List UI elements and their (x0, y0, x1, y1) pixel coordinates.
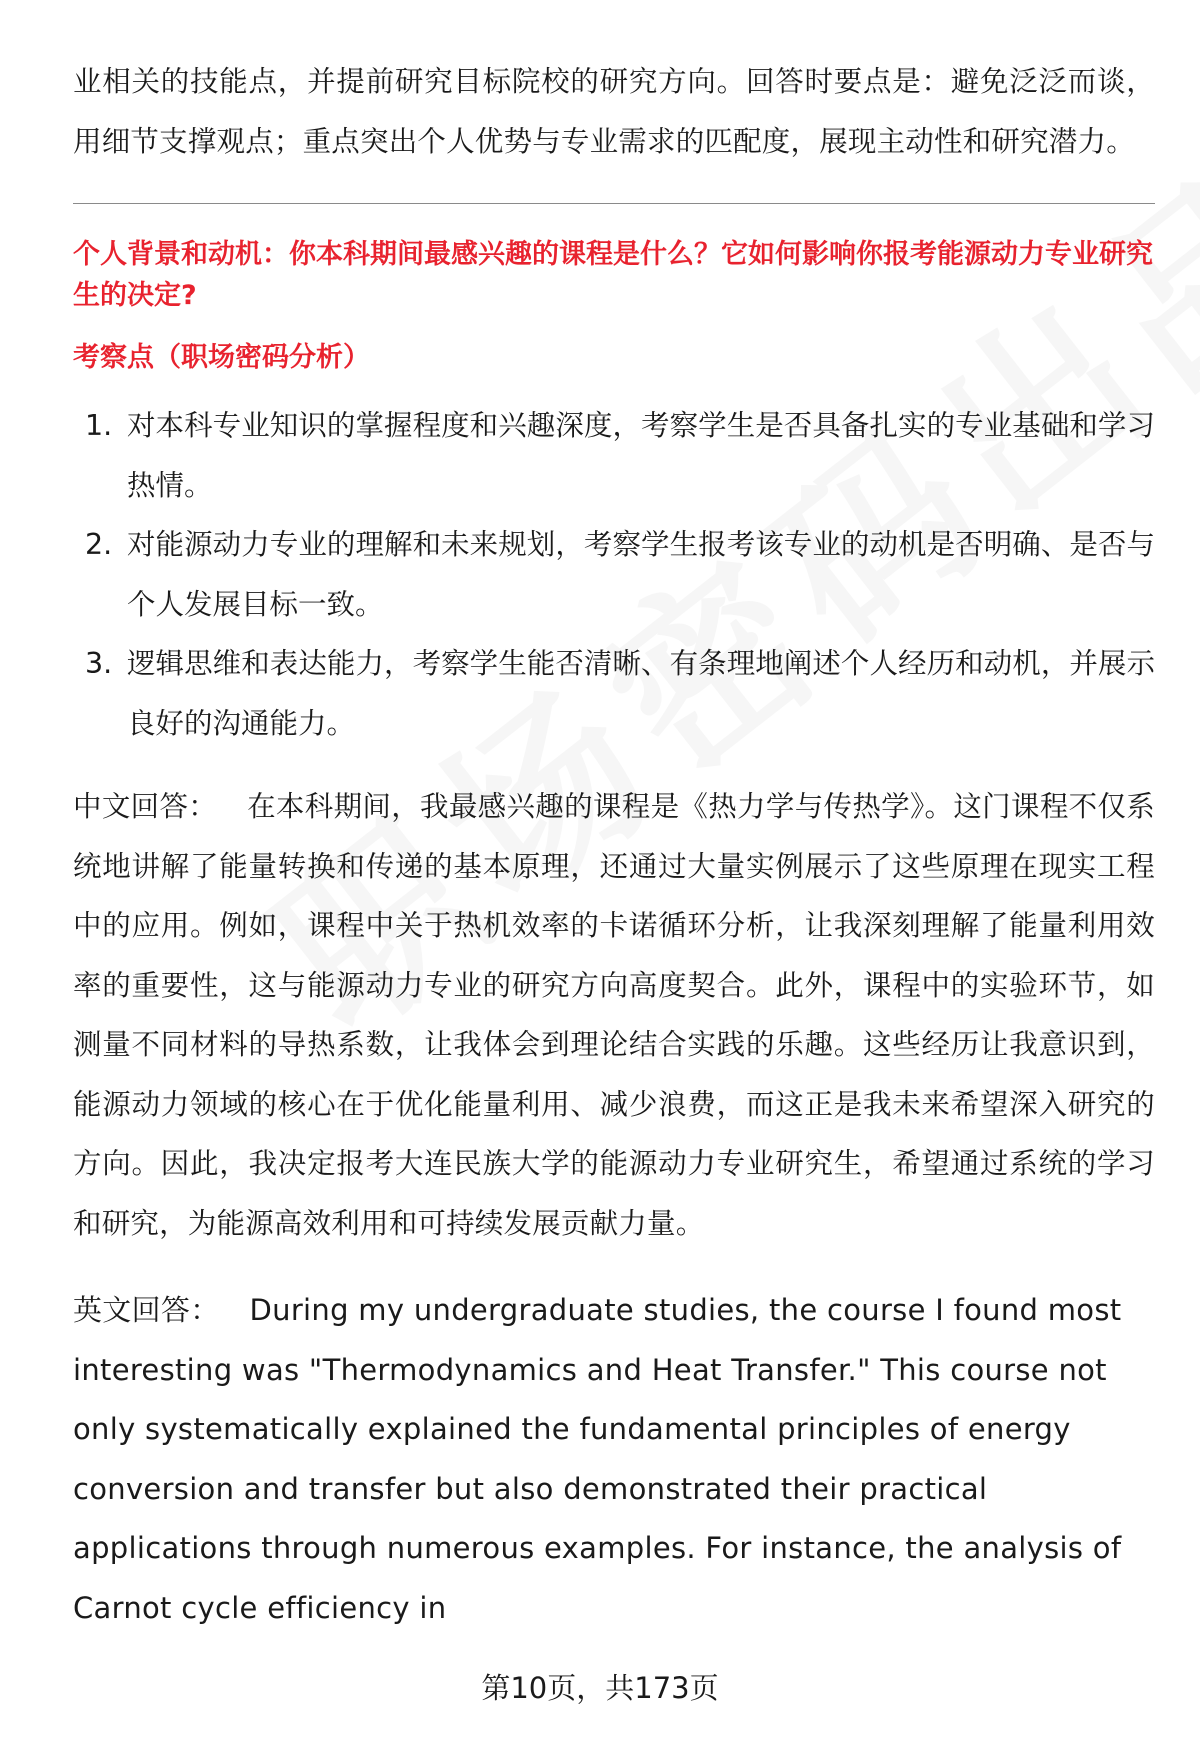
document-page (73, 52, 1155, 1638)
list-text: 对本科专业知识的掌握程度和兴趣深度，考察学生是否具备扎实的专业基础和学习热情。 (127, 409, 1155, 502)
english-answer-label: 英文回答： (73, 1293, 220, 1327)
list-text: 逻辑思维和表达能力，考察学生能否清晰、有条理地阐述个人经历和动机，并展示良好的沟通能力。 (127, 647, 1155, 740)
list-item (73, 396, 1155, 515)
list-number: 2. (85, 528, 113, 561)
focus-heading: 考察点（职场密码分析） (73, 342, 370, 373)
question-title: 个人背景和动机：你本科期间最感兴趣的课程是什么？它如何影响你报考能源动力专业研究生的决定? (73, 239, 1153, 311)
list-item (73, 634, 1155, 753)
chinese-answer-label: 中文回答： (73, 790, 218, 823)
chinese-answer (73, 777, 1155, 1253)
list-item (73, 515, 1155, 634)
focus-points-list (73, 396, 1155, 753)
chinese-answer-text: 在本科期间，我最感兴趣的课程是《热力学与传热学》。这门课程不仅系统地讲解了能量转换和传递的基本原理，还通过大量实例展示了这些原理在现实工程中的应用。例如，课程中关于热机效率的卡诺循环分析，让我深刻理解了能量利用效率的重要性，这与能源动力专业的研究方向高度契合。此外，课程中的实验环节，如测量不同材料的导热系数，让我体会到理论结合实践的乐趣。这些经历让我意识到，能源动力领域的核心在于优化能量利用、减少浪费，而这正是我未来希望深入研究的方向。因此，我决定报考大连民族大学的能源动力专业研究生，希望通过系统的学习和研究，为能源高效利用和可持续发展贡献力量。 (73, 790, 1155, 1240)
english-answer-text: During my undergraduate studies, the course I found most interesting was "Thermodynamics and Heat Transfer." This course not only systematically explained the fundamental principles of energy conversion and transfer but also demonstrated their practical applications through numerous examples. For instance, the analysis of Carnot cycle efficiency in (73, 1293, 1122, 1625)
page-footer: 第10页，共173页 (481, 1671, 719, 1705)
list-number: 1. (85, 409, 113, 442)
section-divider (73, 203, 1155, 204)
list-text: 对能源动力专业的理解和未来规划，考察学生报考该专业的动机是否明确、是否与个人发展目标一致。 (127, 528, 1155, 621)
list-number: 3. (85, 647, 113, 680)
intro-paragraph: 业相关的技能点，并提前研究目标院校的研究方向。回答时要点是：避免泛泛而谈，用细节支撑观点；重点突出个人优势与专业需求的匹配度，展现主动性和研究潜力。 (73, 65, 1155, 158)
english-answer (73, 1281, 1155, 1638)
